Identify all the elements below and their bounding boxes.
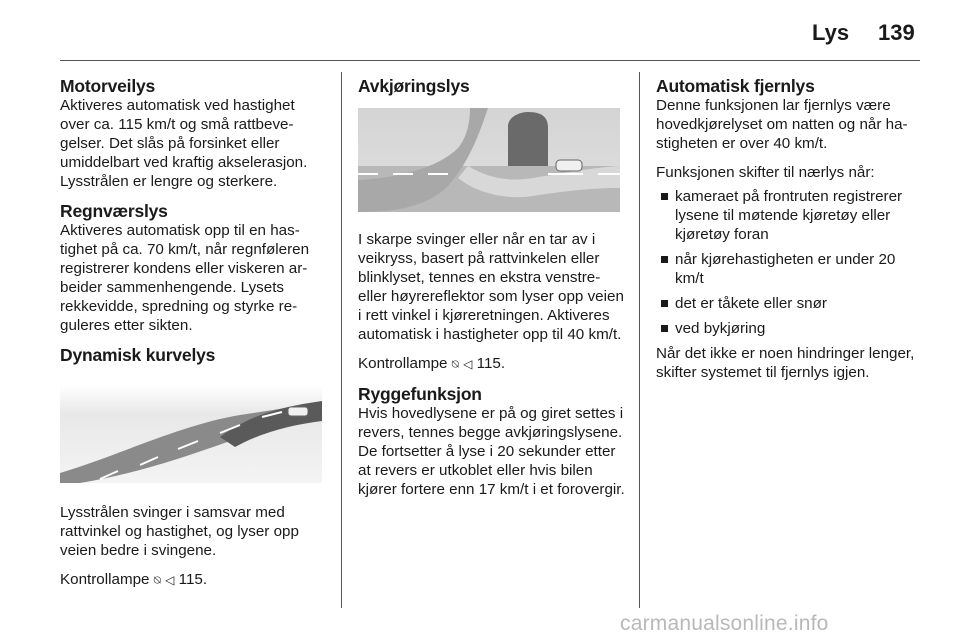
square-bullet-icon [661,300,668,307]
list-item: det er tåkete eller snør [656,294,924,313]
reference-kontrollampe: Kontrollampe ⍉ ◁ 115. [60,571,208,588]
text-automatisk-fjernlys: Denne funksjonen lar fjernlys være hovedkjørelyset om natten og når hastigheten er over 40 km/t. [656,97,908,152]
heading-motorveilys: Motorveilys [60,76,156,96]
square-bullet-icon [661,193,668,200]
curve-light-illustration [60,385,322,483]
arrow-icon: ◁ [463,357,473,371]
column-divider [639,72,640,608]
list-item: ved bykjøring [656,319,924,338]
text-dynamisk-kurvelys: Lysstrålen svinger i samsvar med rattvinkel og hastighet, og lyser opp veien bedre i svingene. [60,504,299,559]
square-bullet-icon [661,325,668,332]
lamp-icon: ⍉ [153,573,161,587]
heading-ryggefunksjon: Ryggefunksjon [358,384,482,404]
text-regnvaerslys: Aktiveres automatisk opp til en hastighet på ca. 70 km/t, når regnføleren registrerer kondens eller viskeren arbeider sammenhengende. Lysets rekkevidde, spredning og styrke reguleres etter sikten. [60,222,310,334]
column-right [656,77,924,382]
page-number: 139 [878,20,915,45]
text-intro: Funksjonen skifter til nærlys når: [656,164,875,181]
heading-regnvaerslys: Regnværslys [60,201,168,221]
square-bullet-icon [661,256,668,263]
lamp-icon: ⍉ [451,357,459,371]
text-outro: Når det ikke er noen hindringer lenger, skifter systemet til fjernlys igjen. [656,345,915,381]
text-ryggefunksjon: Hvis hovedlysene er på og giret settes i revers, tennes begge avkjøringslysene. De fortsetter å lyse i 20 sekunder etter at revers er utkoblet eller hvis bilen kjører fortere enn 17 km/t i et forovergir. [358,405,625,498]
watermark: carmanualsonline.info [620,612,829,635]
text-motorveilys: Aktiveres automatisk ved hastighet over ca. 115 km/t og små rattbevegelser. Det slås på forsinket eller umiddelbart ved kraftig akselerasjon. Lysstrålen er lengre og sterkere. [60,97,308,190]
text-avkjoringslys: I skarpe svinger eller når en tar av i veikryss, basert på rattvinkelen eller blinklyset, tennes en ekstra venstre- eller høyrereflektor som lyser opp veien i rett vinkel i kjøreretningen. Aktiveres automatisk i hastigheter opp til 40 km/t. [358,231,624,343]
condition-list [656,187,924,338]
heading-automatisk-fjernlys: Automatisk fjernlys [656,76,815,96]
column-left [60,77,328,590]
heading-avkjoringslys: Avkjøringslys [358,76,470,96]
list-item: kameraet på frontruten registrerer lysene til møtende kjøretøy eller kjøretøy foran [656,187,924,244]
column-middle [358,77,626,499]
header-title: Lys [812,20,850,45]
header-rule [60,60,920,61]
column-divider [341,72,342,608]
page-header [0,0,960,62]
reference-kontrollampe: Kontrollampe ⍉ ◁ 115. [358,355,506,372]
arrow-icon: ◁ [165,573,175,587]
list-item: når kjørehastigheten er under 20 km/t [656,250,924,288]
cornering-light-illustration [358,108,620,212]
heading-dynamisk-kurvelys: Dynamisk kurvelys [60,345,216,365]
